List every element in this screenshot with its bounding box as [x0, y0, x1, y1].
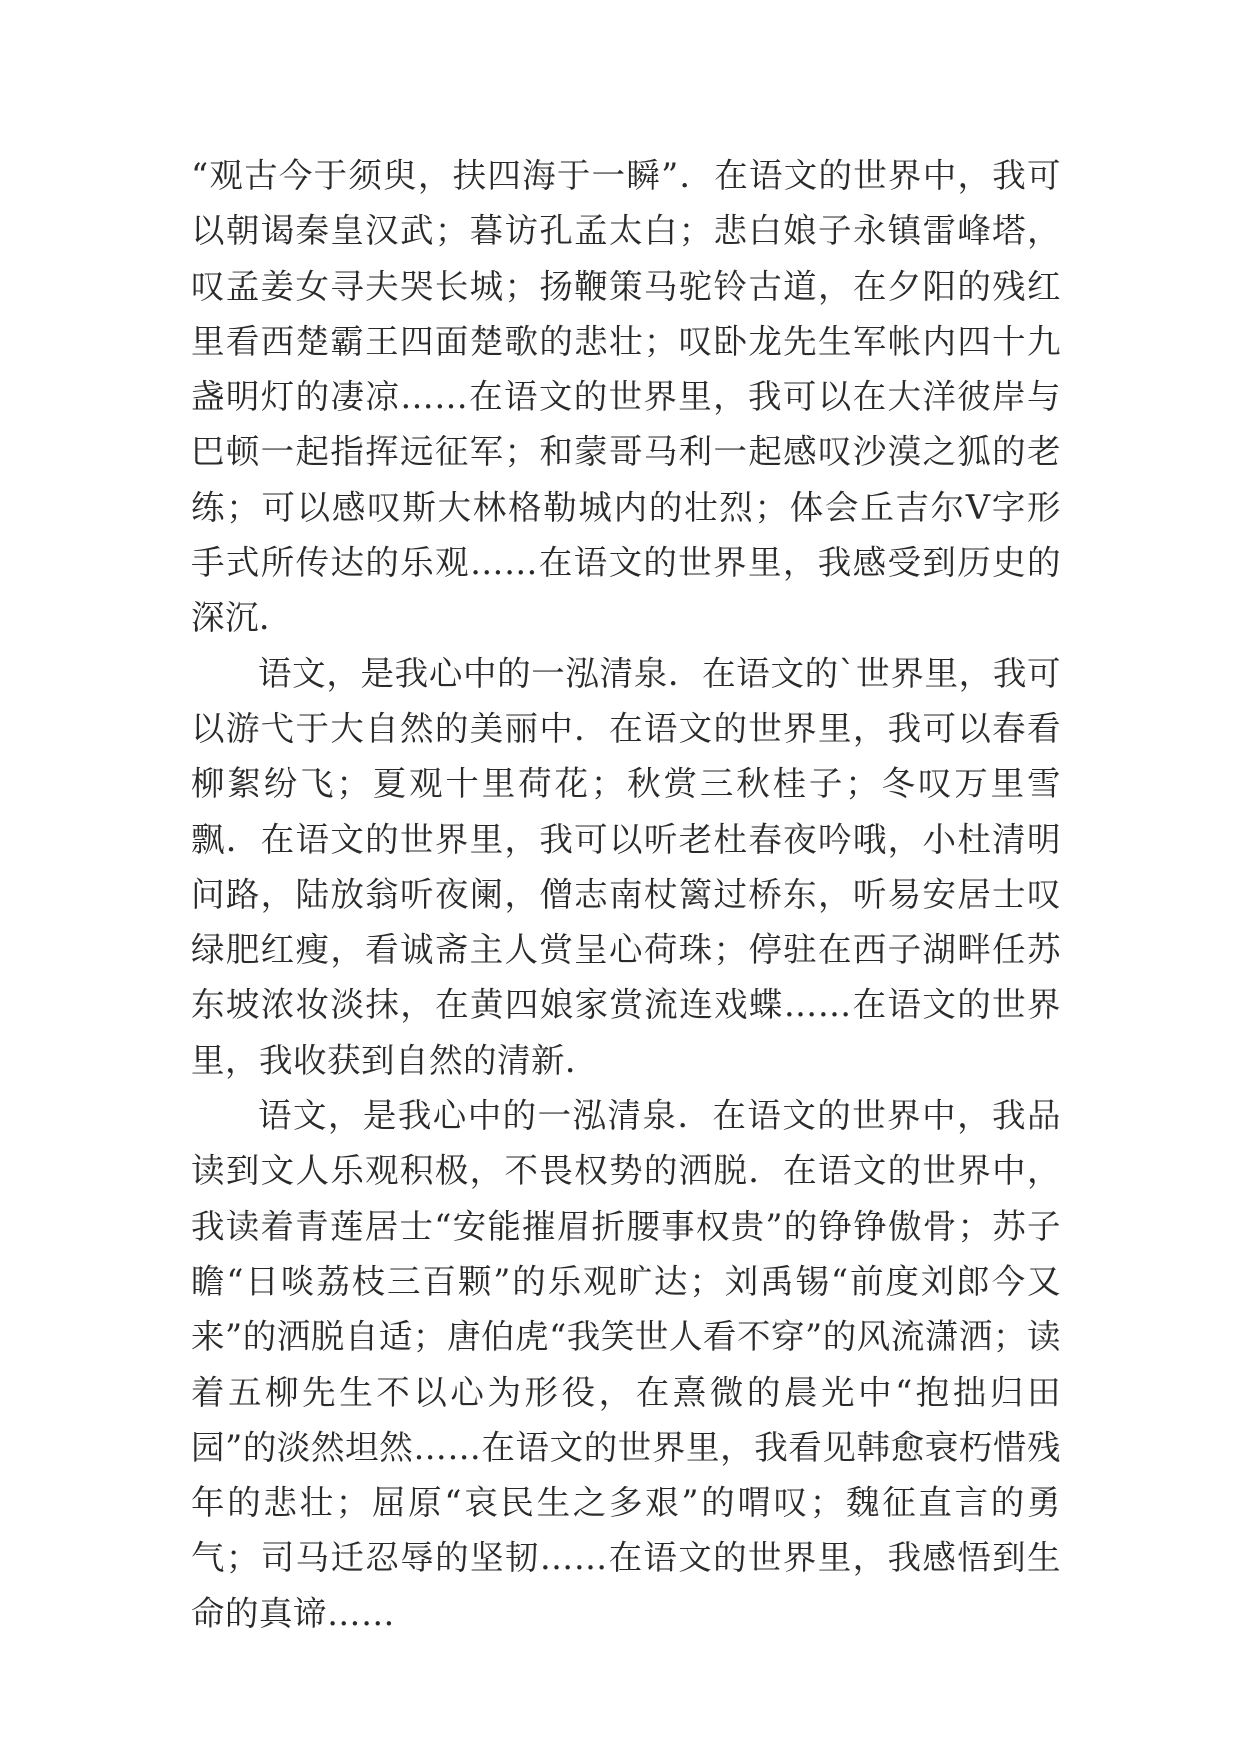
paragraph-nature: 语文，是我心中的一泓清泉．在语文的`世界里，我可以游弋于大自然的美丽中．在语文的世界里，我可以春看柳絮纷飞；夏观十里荷花；秋赏三秋桂子；冬叹万里雪飘．在语文的世界里，我可以听老杜春夜吟哦，小杜清明问路，陆放翁听夜阑，僧志南杖篱过桥东，听易安居士叹绿肥红瘦，看诚斋主人赏呈心荷珠；停驻在西子湖畔任苏东坡浓妆淡抹，在黄四娘家赏流连戏蝶……在语文的世界里，我收获到自然的清新．: [191, 653, 1061, 1080]
document-page: [191, 148, 1061, 1641]
paragraph-literati: 语文，是我心中的一泓清泉．在语文的世界中，我品读到文人乐观积极，不畏权势的洒脱．在语文的世界中，我读着青莲居士“安能摧眉折腰事权贵”的铮铮傲骨；苏子瞻“日啖荔枝三百颗”的乐观旷达；刘禹锡“前度刘郎今又来”的洒脱自适；唐伯虎“我笑世人看不穿”的风流潇洒；读着五柳先生不以心为形役，在熹微的晨光中“抱拙归田园”的淡然坦然……在语文的世界里，我看见韩愈衰朽惜残年的悲壮；屈原“哀民生之多艰”的喟叹；魏征直言的勇气；司马迁忍辱的坚韧……在语文的世界里，我感悟到生命的真谛……: [191, 1096, 1061, 1633]
paragraph-history: “观古今于须臾，扶四海于一瞬”．在语文的世界中，我可以朝谒秦皇汉武；暮访孔孟太白；悲白娘子永镇雷峰塔，叹孟姜女寻夫哭长城；扬鞭策马驼铃古道，在夕阳的残红里看西楚霸王四面楚歌的悲壮；叹卧龙先生军帐内四十九盏明灯的凄凉……在语文的世界里，我可以在大洋彼岸与巴顿一起指挥远征军；和蒙哥马利一起感叹沙漠之狐的老练；可以感叹斯大林格勒城内的壮烈；体会丘吉尔V字形手式所传达的乐观……在语文的世界里，我感受到历史的深沉．: [191, 156, 1061, 638]
